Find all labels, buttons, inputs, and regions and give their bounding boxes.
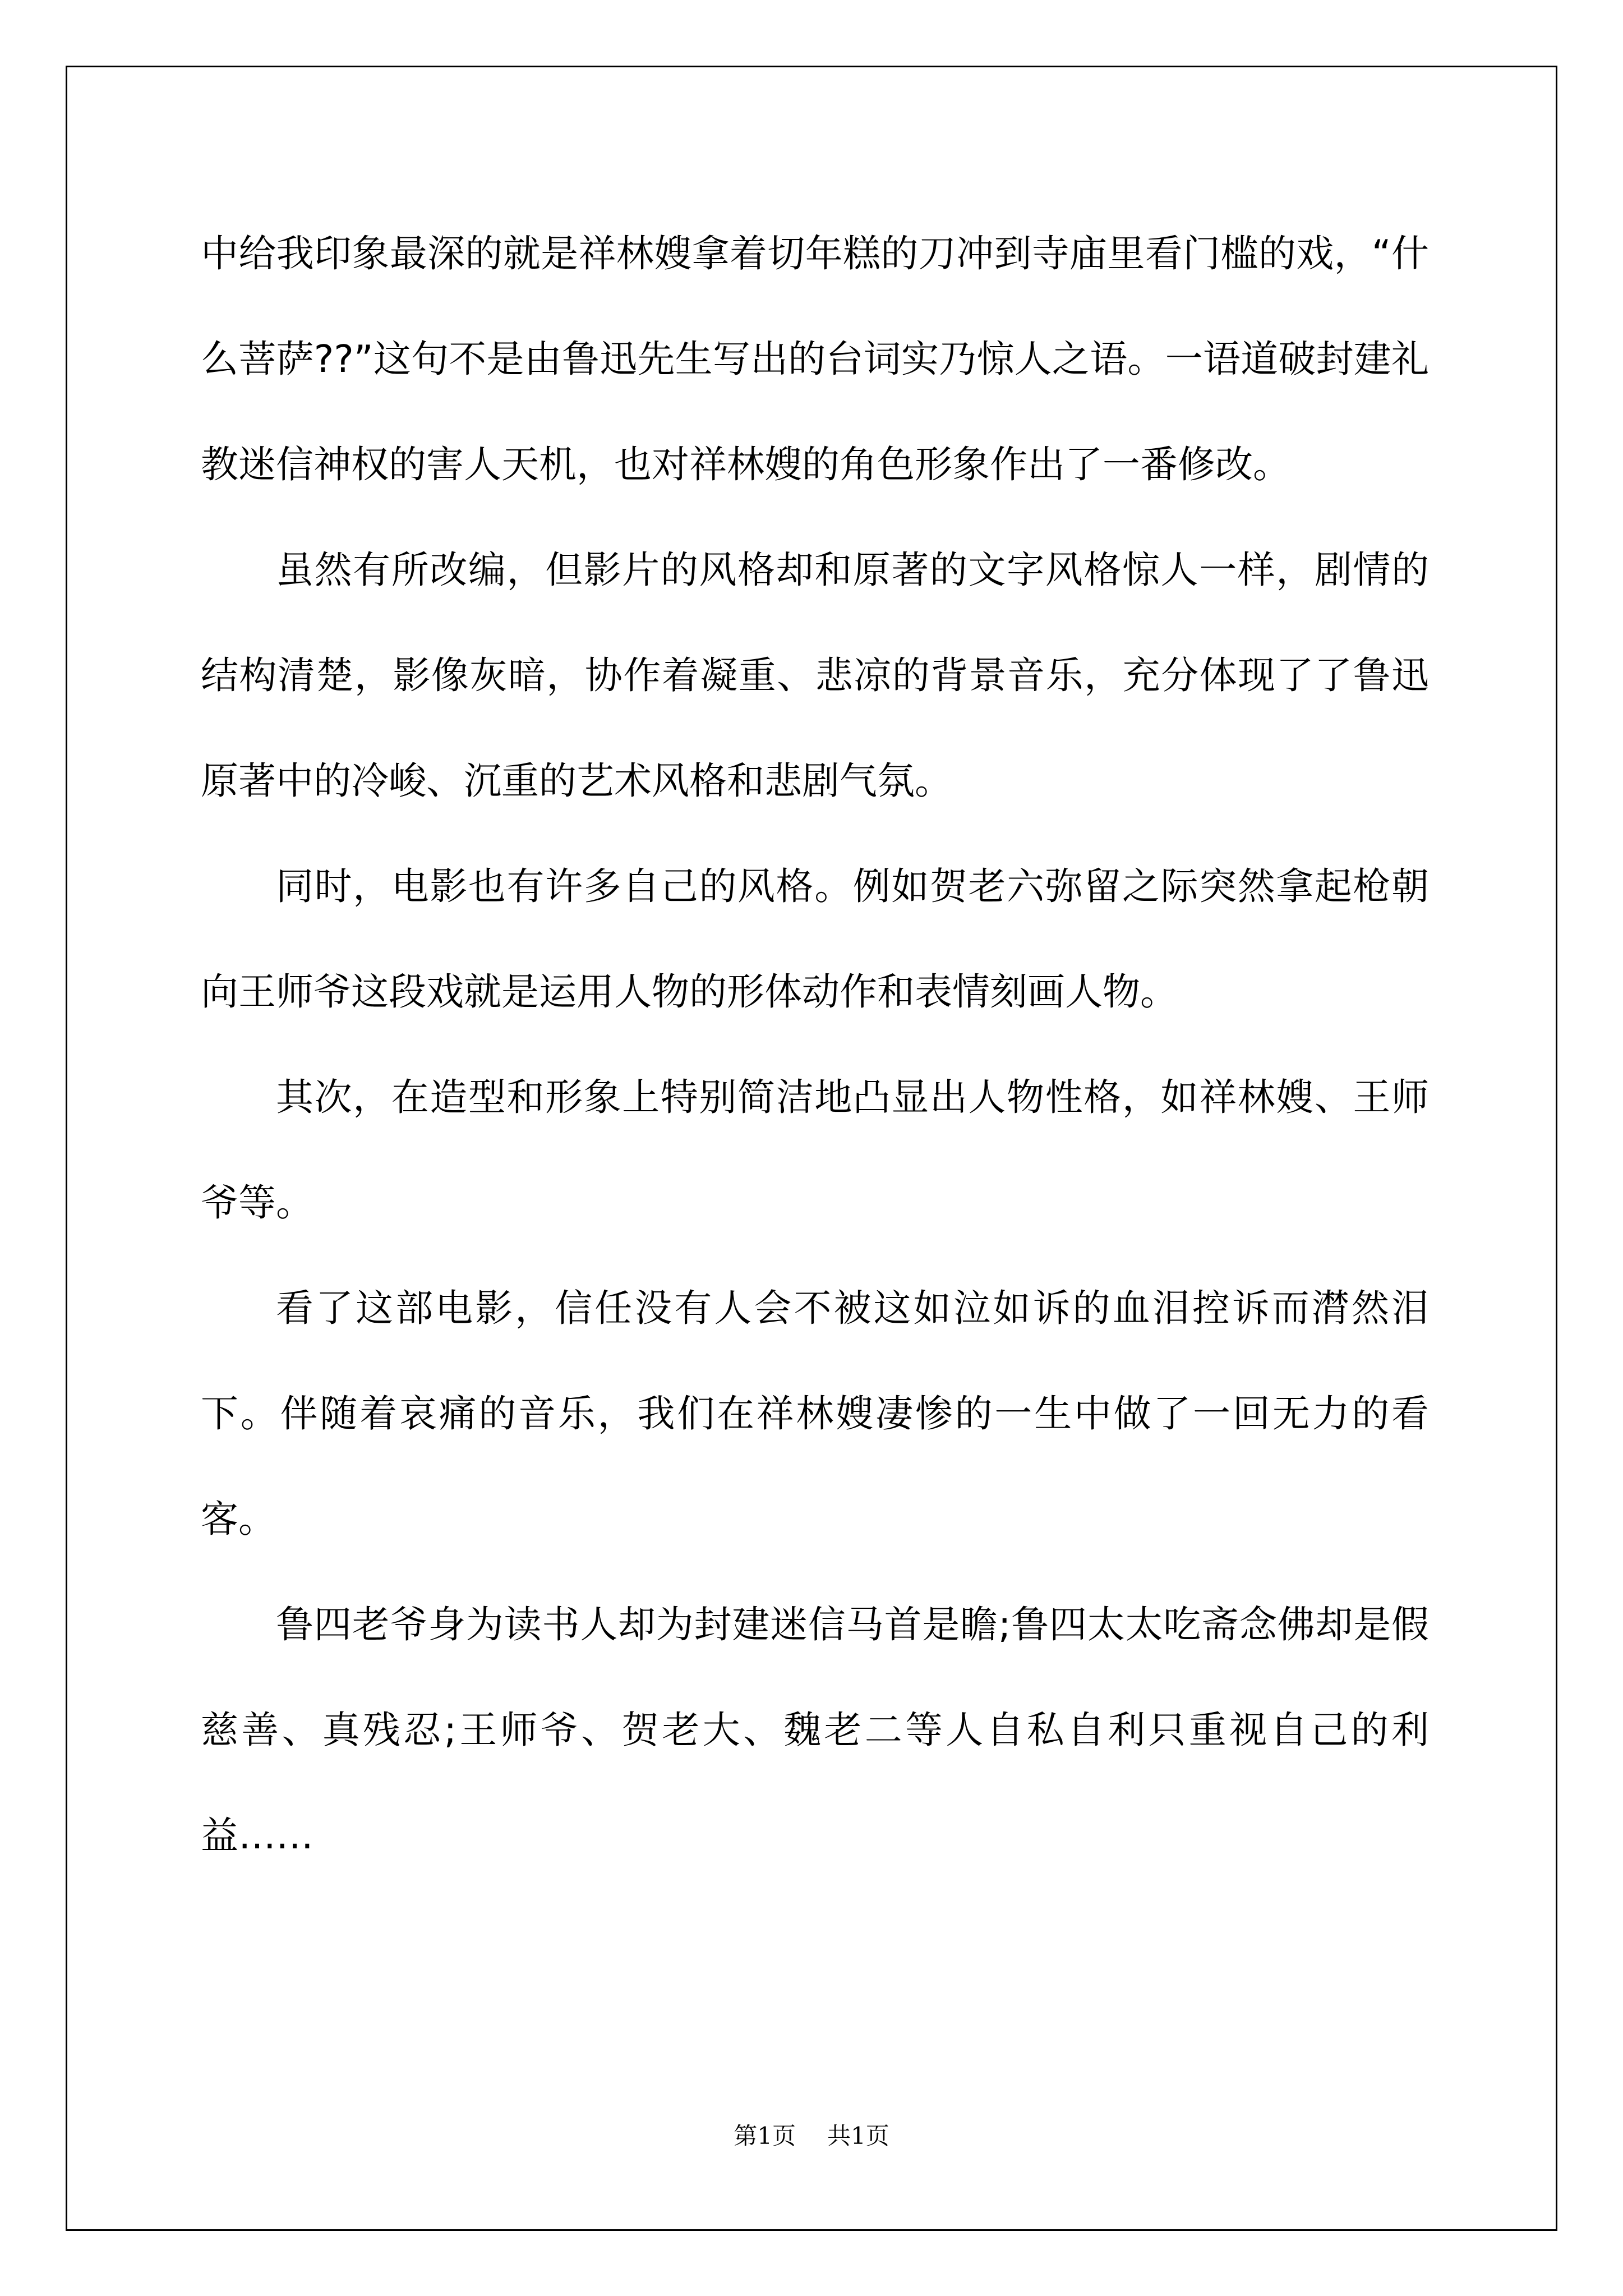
page-footer — [0, 2119, 1623, 2153]
paragraph-3: 同时，电影也有许多自己的风格。例如贺老六弥留之际突然拿起枪朝向王师爷这段戏就是运用人物的形体动作和表情刻画人物。 — [201, 864, 1429, 1014]
paragraph-5: 看了这部电影，信任没有人会不被这如泣如诉的血泪控诉而潸然泪下。伴随着哀痛的音乐，我们在祥林嫂凄惨的一生中做了一回无力的看客。 — [201, 1286, 1429, 1541]
paragraph-6: 鲁四老爷身为读书人却为封建迷信马首是瞻;鲁四太太吃斋念佛却是假慈善、真残忍;王师爷、贺老大、魏老二等人自私自利只重视自己的利益…… — [201, 1603, 1429, 1857]
paragraph-4: 其次，在造型和形象上特别简洁地凸显出人物性格，如祥林嫂、王师爷等。 — [201, 1075, 1429, 1225]
paragraph-2: 虽然有所改编，但影片的风格却和原著的文字风格惊人一样，剧情的结构清楚，影像灰暗，协作着凝重、悲凉的背景音乐，充分体现了了鲁迅原著中的冷峻、沉重的艺术风格和悲剧气氛。 — [201, 548, 1429, 803]
paragraph-1: 中给我印象最深的就是祥林嫂拿着切年糕的刀冲到寺庙里看门槛的戏，“什么菩萨??”这句不是由鲁迅先生写出的台词实乃惊人之语。一语道破封建礼教迷信神权的害人天机，也对祥林嫂的角色形象作出了一番修改。 — [201, 232, 1429, 486]
document-body — [201, 201, 1429, 1888]
page-total: 共1页 — [827, 2122, 889, 2150]
page-number: 第1页 — [734, 2122, 796, 2150]
